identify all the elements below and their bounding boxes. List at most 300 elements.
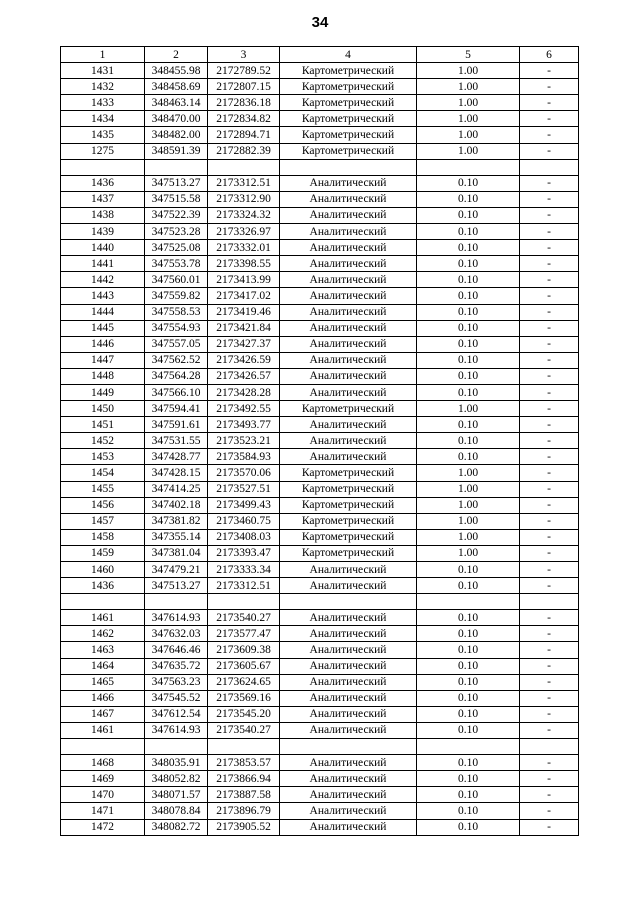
- table-cell: 0.10: [417, 626, 520, 642]
- table-cell: 1451: [61, 417, 145, 433]
- table-cell: -: [520, 690, 579, 706]
- table-row: [61, 690, 579, 706]
- table-cell: Аналитический: [280, 722, 417, 738]
- table-cell: 0.10: [417, 368, 520, 384]
- table-row: [61, 497, 579, 513]
- table-cell: 0.10: [417, 642, 520, 658]
- table-cell: Аналитический: [280, 320, 417, 336]
- table-cell: 2173333.34: [208, 562, 280, 578]
- table-row: [61, 240, 579, 256]
- table-cell: 1453: [61, 449, 145, 465]
- table-cell: Аналитический: [280, 433, 417, 449]
- column-header: 1: [61, 47, 145, 63]
- table-cell: 347554.93: [145, 320, 208, 336]
- table-cell: 347545.52: [145, 690, 208, 706]
- table-cell: -: [520, 562, 579, 578]
- table-cell: [280, 739, 417, 755]
- table-cell: 347562.52: [145, 352, 208, 368]
- table-row: [61, 175, 579, 191]
- table-cell: 2172789.52: [208, 63, 280, 79]
- table-cell: Аналитический: [280, 578, 417, 594]
- table-row: [61, 545, 579, 561]
- table-cell: 348470.00: [145, 111, 208, 127]
- table-cell: 2173419.46: [208, 304, 280, 320]
- table-cell: [145, 739, 208, 755]
- table-row: [61, 304, 579, 320]
- table-row: [61, 191, 579, 207]
- table-cell: 1437: [61, 191, 145, 207]
- table-cell: 2173499.43: [208, 497, 280, 513]
- table-row: [61, 288, 579, 304]
- table-cell: -: [520, 95, 579, 111]
- table-row: [61, 384, 579, 400]
- table-cell: Картометрический: [280, 481, 417, 497]
- table-cell: 2173896.79: [208, 803, 280, 819]
- table-cell: 2172882.39: [208, 143, 280, 159]
- table-cell: 348052.82: [145, 771, 208, 787]
- table-cell: Картометрический: [280, 95, 417, 111]
- table-cell: 2172807.15: [208, 79, 280, 95]
- table-cell: -: [520, 819, 579, 835]
- table-cell: 347513.27: [145, 578, 208, 594]
- table-cell: 1445: [61, 320, 145, 336]
- table-cell: 1460: [61, 562, 145, 578]
- table-cell: Картометрический: [280, 111, 417, 127]
- table-row: [61, 207, 579, 223]
- table-cell: 347564.28: [145, 368, 208, 384]
- table-row: [61, 401, 579, 417]
- table-cell: Картометрический: [280, 143, 417, 159]
- table-cell: 348591.39: [145, 143, 208, 159]
- table-cell: 347558.53: [145, 304, 208, 320]
- table-row: [61, 819, 579, 835]
- table-cell: 0.10: [417, 803, 520, 819]
- table-cell: 347614.93: [145, 722, 208, 738]
- table-row: [61, 111, 579, 127]
- table-cell: 0.10: [417, 240, 520, 256]
- table-row: [61, 706, 579, 722]
- table-cell: 347402.18: [145, 497, 208, 513]
- table-cell: 347428.77: [145, 449, 208, 465]
- table-row: [61, 578, 579, 594]
- table-cell: 1457: [61, 513, 145, 529]
- table-cell: 1469: [61, 771, 145, 787]
- table-cell: Аналитический: [280, 384, 417, 400]
- table-row: [61, 63, 579, 79]
- table-cell: 1.00: [417, 143, 520, 159]
- table-cell: [61, 159, 145, 175]
- table-cell: 1461: [61, 722, 145, 738]
- table-cell: 348071.57: [145, 787, 208, 803]
- table-cell: 347563.23: [145, 674, 208, 690]
- table-cell: 1461: [61, 610, 145, 626]
- table-cell: -: [520, 803, 579, 819]
- table-row: [61, 272, 579, 288]
- table-cell: [145, 159, 208, 175]
- table-cell: -: [520, 529, 579, 545]
- table-cell: 0.10: [417, 578, 520, 594]
- table-cell: -: [520, 513, 579, 529]
- table-cell: -: [520, 175, 579, 191]
- table-cell: 2173577.47: [208, 626, 280, 642]
- table-row: [61, 465, 579, 481]
- column-header: 4: [280, 47, 417, 63]
- column-header: 6: [520, 47, 579, 63]
- table-cell: Аналитический: [280, 626, 417, 642]
- table-cell: 1468: [61, 755, 145, 771]
- table-cell: 2173332.01: [208, 240, 280, 256]
- table-cell: Картометрический: [280, 127, 417, 143]
- table-cell: Аналитический: [280, 787, 417, 803]
- table-cell: -: [520, 320, 579, 336]
- table-cell: 2173866.94: [208, 771, 280, 787]
- table-cell: -: [520, 578, 579, 594]
- table-cell: 1.00: [417, 127, 520, 143]
- table-cell: [520, 739, 579, 755]
- table-cell: -: [520, 755, 579, 771]
- table-cell: Картометрический: [280, 401, 417, 417]
- table-cell: 1436: [61, 175, 145, 191]
- table-cell: 347559.82: [145, 288, 208, 304]
- table-cell: 0.10: [417, 690, 520, 706]
- table-cell: [145, 594, 208, 610]
- table-cell: 1.00: [417, 63, 520, 79]
- table-cell: 347523.28: [145, 224, 208, 240]
- table-cell: 1432: [61, 79, 145, 95]
- table-cell: 0.10: [417, 433, 520, 449]
- table-cell: 0.10: [417, 207, 520, 223]
- table-cell: 1275: [61, 143, 145, 159]
- table-cell: -: [520, 79, 579, 95]
- table-cell: [280, 594, 417, 610]
- table-cell: 2173324.32: [208, 207, 280, 223]
- table-cell: 1456: [61, 497, 145, 513]
- table-row: [61, 755, 579, 771]
- table-cell: 0.10: [417, 449, 520, 465]
- table-cell: 1466: [61, 690, 145, 706]
- table-cell: 347635.72: [145, 658, 208, 674]
- table-row: [61, 417, 579, 433]
- table-row: [61, 610, 579, 626]
- column-header: 2: [145, 47, 208, 63]
- table-cell: 2173584.93: [208, 449, 280, 465]
- table-cell: 0.10: [417, 224, 520, 240]
- table-cell: 1440: [61, 240, 145, 256]
- table-cell: Аналитический: [280, 191, 417, 207]
- table-row: [61, 352, 579, 368]
- table-cell: 348482.00: [145, 127, 208, 143]
- table-row: [61, 224, 579, 240]
- table-cell: 1.00: [417, 545, 520, 561]
- table-cell: 1435: [61, 127, 145, 143]
- table-cell: 1464: [61, 658, 145, 674]
- table-row: [61, 256, 579, 272]
- table-cell: 1467: [61, 706, 145, 722]
- table-cell: 347557.05: [145, 336, 208, 352]
- table-cell: Аналитический: [280, 256, 417, 272]
- table-cell: Картометрический: [280, 497, 417, 513]
- table-cell: 2173905.52: [208, 819, 280, 835]
- table-cell: 0.10: [417, 336, 520, 352]
- table-cell: 347479.21: [145, 562, 208, 578]
- table-cell: [417, 739, 520, 755]
- table-cell: 1438: [61, 207, 145, 223]
- table-cell: -: [520, 111, 579, 127]
- table-row: [61, 336, 579, 352]
- table-cell: 2173540.27: [208, 722, 280, 738]
- table-cell: 347515.58: [145, 191, 208, 207]
- table-cell: 1434: [61, 111, 145, 127]
- table-cell: 1446: [61, 336, 145, 352]
- table-cell: 2173492.55: [208, 401, 280, 417]
- table-cell: 1.00: [417, 401, 520, 417]
- table-row: [61, 594, 579, 610]
- table-cell: 2173460.75: [208, 513, 280, 529]
- table-cell: 2173426.57: [208, 368, 280, 384]
- table-cell: -: [520, 545, 579, 561]
- table-cell: 347591.61: [145, 417, 208, 433]
- table-row: [61, 642, 579, 658]
- table-cell: 1436: [61, 578, 145, 594]
- table-row: [61, 562, 579, 578]
- table-cell: -: [520, 304, 579, 320]
- table-cell: 2173624.65: [208, 674, 280, 690]
- table-cell: -: [520, 626, 579, 642]
- table-cell: 1.00: [417, 465, 520, 481]
- table-cell: 1431: [61, 63, 145, 79]
- table-cell: 2172836.18: [208, 95, 280, 111]
- table-cell: Картометрический: [280, 79, 417, 95]
- table-cell: [61, 739, 145, 755]
- table-cell: 1470: [61, 787, 145, 803]
- table-row: [61, 674, 579, 690]
- table-cell: 1450: [61, 401, 145, 417]
- table-cell: 347355.14: [145, 529, 208, 545]
- table-cell: 347428.15: [145, 465, 208, 481]
- table-cell: [520, 594, 579, 610]
- table-cell: 1462: [61, 626, 145, 642]
- table-cell: 1465: [61, 674, 145, 690]
- table-cell: [417, 159, 520, 175]
- table-cell: 1.00: [417, 497, 520, 513]
- table-cell: Аналитический: [280, 642, 417, 658]
- table-cell: Аналитический: [280, 706, 417, 722]
- table-cell: [208, 159, 280, 175]
- table-cell: 0.10: [417, 674, 520, 690]
- table-cell: -: [520, 401, 579, 417]
- table-cell: 0.10: [417, 288, 520, 304]
- table-cell: 347522.39: [145, 207, 208, 223]
- table-cell: -: [520, 143, 579, 159]
- table-row: [61, 449, 579, 465]
- table-cell: -: [520, 207, 579, 223]
- page-number: 34: [311, 14, 329, 31]
- table-cell: 0.10: [417, 175, 520, 191]
- table-cell: 1449: [61, 384, 145, 400]
- table-cell: 2173417.02: [208, 288, 280, 304]
- table-cell: 1443: [61, 288, 145, 304]
- table-row: [61, 127, 579, 143]
- table-cell: Аналитический: [280, 755, 417, 771]
- table-row: [61, 771, 579, 787]
- table-cell: -: [520, 288, 579, 304]
- table-cell: 0.10: [417, 352, 520, 368]
- table-cell: 2173413.99: [208, 272, 280, 288]
- table-row: [61, 739, 579, 755]
- table-row: [61, 320, 579, 336]
- table-cell: 2173312.51: [208, 175, 280, 191]
- table-row: [61, 159, 579, 175]
- table-row: [61, 481, 579, 497]
- table-cell: 347553.78: [145, 256, 208, 272]
- table-cell: Аналитический: [280, 690, 417, 706]
- table-cell: -: [520, 610, 579, 626]
- table-row: [61, 95, 579, 111]
- table-cell: 0.10: [417, 320, 520, 336]
- table-cell: -: [520, 706, 579, 722]
- table-cell: Аналитический: [280, 352, 417, 368]
- table-cell: 0.10: [417, 272, 520, 288]
- table-cell: 2173523.21: [208, 433, 280, 449]
- table-cell: 0.10: [417, 610, 520, 626]
- table-cell: 2173326.97: [208, 224, 280, 240]
- table-cell: [61, 594, 145, 610]
- table-body: [61, 63, 579, 836]
- table-cell: 2173545.20: [208, 706, 280, 722]
- table-cell: 348463.14: [145, 95, 208, 111]
- table-row: [61, 79, 579, 95]
- table-cell: 0.10: [417, 256, 520, 272]
- table-cell: 347525.08: [145, 240, 208, 256]
- table-cell: Аналитический: [280, 449, 417, 465]
- table-cell: 2172894.71: [208, 127, 280, 143]
- table-cell: [417, 594, 520, 610]
- table-cell: 1448: [61, 368, 145, 384]
- table-cell: -: [520, 465, 579, 481]
- table-cell: 1442: [61, 272, 145, 288]
- table-cell: 0.10: [417, 787, 520, 803]
- table-cell: -: [520, 497, 579, 513]
- table-cell: -: [520, 352, 579, 368]
- table-cell: Аналитический: [280, 819, 417, 835]
- table-cell: 347614.93: [145, 610, 208, 626]
- table-cell: 348455.98: [145, 63, 208, 79]
- table-cell: 2173609.38: [208, 642, 280, 658]
- table-cell: 347414.25: [145, 481, 208, 497]
- table-cell: Аналитический: [280, 417, 417, 433]
- table-cell: -: [520, 191, 579, 207]
- table-row: [61, 143, 579, 159]
- table-cell: 347513.27: [145, 175, 208, 191]
- table-cell: Картометрический: [280, 513, 417, 529]
- table-cell: -: [520, 256, 579, 272]
- table-cell: -: [520, 658, 579, 674]
- table-cell: 347531.55: [145, 433, 208, 449]
- table-cell: 2173605.67: [208, 658, 280, 674]
- table-cell: -: [520, 771, 579, 787]
- table-cell: 1444: [61, 304, 145, 320]
- table-cell: Картометрический: [280, 529, 417, 545]
- table-cell: Аналитический: [280, 674, 417, 690]
- table-cell: 2173853.57: [208, 755, 280, 771]
- table-cell: Аналитический: [280, 224, 417, 240]
- table-cell: 1.00: [417, 513, 520, 529]
- table-row: [61, 787, 579, 803]
- table-cell: -: [520, 722, 579, 738]
- table-cell: -: [520, 384, 579, 400]
- table-cell: 347381.82: [145, 513, 208, 529]
- table-cell: 0.10: [417, 658, 520, 674]
- table-cell: Аналитический: [280, 336, 417, 352]
- table-cell: 2173408.03: [208, 529, 280, 545]
- table-cell: Аналитический: [280, 304, 417, 320]
- table-cell: 2173393.47: [208, 545, 280, 561]
- table-cell: Аналитический: [280, 240, 417, 256]
- table-cell: 1.00: [417, 79, 520, 95]
- table-cell: -: [520, 240, 579, 256]
- table-cell: 2173398.55: [208, 256, 280, 272]
- table-cell: -: [520, 368, 579, 384]
- table-cell: 2173540.27: [208, 610, 280, 626]
- table-cell: 0.10: [417, 304, 520, 320]
- table-cell: Аналитический: [280, 803, 417, 819]
- table-row: [61, 529, 579, 545]
- table-cell: 347632.03: [145, 626, 208, 642]
- table-cell: 1433: [61, 95, 145, 111]
- table-cell: Аналитический: [280, 368, 417, 384]
- table-cell: 0.10: [417, 417, 520, 433]
- table-cell: 347560.01: [145, 272, 208, 288]
- table-cell: 0.10: [417, 191, 520, 207]
- table-cell: Картометрический: [280, 465, 417, 481]
- table-cell: 348458.69: [145, 79, 208, 95]
- table-cell: 2172834.82: [208, 111, 280, 127]
- table-cell: 1454: [61, 465, 145, 481]
- table-cell: 347381.04: [145, 545, 208, 561]
- table-cell: 0.10: [417, 706, 520, 722]
- table-cell: 1471: [61, 803, 145, 819]
- table-cell: 1452: [61, 433, 145, 449]
- column-header: 3: [208, 47, 280, 63]
- table-cell: -: [520, 224, 579, 240]
- table-cell: 1463: [61, 642, 145, 658]
- table-row: [61, 433, 579, 449]
- table-cell: Аналитический: [280, 207, 417, 223]
- table-cell: Аналитический: [280, 771, 417, 787]
- table-cell: 1459: [61, 545, 145, 561]
- table-cell: 2173493.77: [208, 417, 280, 433]
- table-row: [61, 722, 579, 738]
- table-cell: Картометрический: [280, 545, 417, 561]
- table-cell: 1.00: [417, 95, 520, 111]
- table-cell: Аналитический: [280, 562, 417, 578]
- table-cell: -: [520, 127, 579, 143]
- table-cell: Аналитический: [280, 658, 417, 674]
- table-cell: 348082.72: [145, 819, 208, 835]
- table-cell: 2173428.28: [208, 384, 280, 400]
- table-cell: -: [520, 674, 579, 690]
- table-row: [61, 626, 579, 642]
- table-cell: Аналитический: [280, 610, 417, 626]
- table-cell: -: [520, 642, 579, 658]
- table-cell: -: [520, 417, 579, 433]
- table-cell: 2173427.37: [208, 336, 280, 352]
- table-cell: 1.00: [417, 111, 520, 127]
- column-header: 5: [417, 47, 520, 63]
- table-cell: -: [520, 336, 579, 352]
- table-cell: Аналитический: [280, 288, 417, 304]
- table-cell: 347566.10: [145, 384, 208, 400]
